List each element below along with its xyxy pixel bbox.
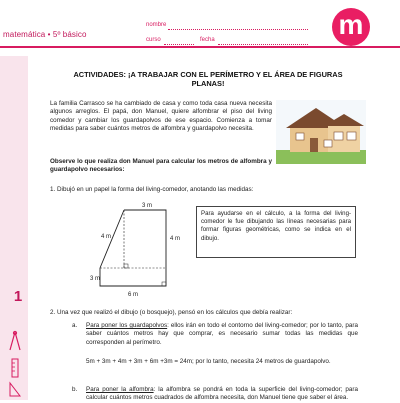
house-image xyxy=(276,100,366,164)
item-b-label: b. xyxy=(72,386,78,393)
note-box: Para ayudarse en el cálculo, a la forma del living-comedor le fue dibujando las líneas necesarias para formar figuras geométricas, como se indica en el dibujo. xyxy=(196,206,356,258)
triangle-ruler-icon xyxy=(8,380,22,398)
item-a-label: a. xyxy=(72,322,78,329)
ruler-icon xyxy=(8,358,22,378)
item-b xyxy=(86,386,358,403)
label-right: 4 m xyxy=(170,236,181,242)
item-b-heading: Para poner la alfombra xyxy=(86,386,154,393)
compass-icon xyxy=(8,330,22,352)
step-2: 2. Una vez que realizó el dibujo (o bosquejo), pensó en los cálculos que debía realizar: xyxy=(50,309,293,316)
course-field[interactable] xyxy=(164,44,194,45)
item-b-text: : la alfombra se pondrá en toda la superficie del living-comedor; para calcular cuántos metros cuadrados de alfombra necesita, don Manuel tiene que saber el área. xyxy=(86,386,358,402)
label-mid-left: 3 m xyxy=(90,276,101,282)
name-field[interactable] xyxy=(168,29,308,30)
label-slant: 4 m xyxy=(101,234,112,240)
perimeter-calculation: 5m + 3m + 4m + 3m + 6m +3m = 24m; por lo tanto, necesita 24 metros de guardapolvo. xyxy=(86,358,331,365)
subject-label: matemática • 5º básico xyxy=(3,30,87,39)
room-floor-plan xyxy=(90,196,200,308)
sidebar xyxy=(0,0,28,400)
item-a-text: : ellos irán en todo el contorno del living-comedor; por lo tanto, para saber cuántos metros hay que comprar, es necesario sumar todas las medidas que corresponden al perímetro. xyxy=(86,322,358,346)
header xyxy=(0,0,400,56)
date-label: fecha xyxy=(200,37,215,43)
step-1: 1. Dibujó en un papel la forma del living-comedor, anotando las medidas: xyxy=(50,186,254,193)
date-field[interactable] xyxy=(218,44,308,45)
name-label: nombre xyxy=(146,22,167,28)
label-top: 3 m xyxy=(142,203,153,209)
brand-logo: m xyxy=(332,8,370,46)
observe-heading: Observe lo que realiza don Manuel para calcular los metros de alfombra y guardapolvo necesarios: xyxy=(50,158,272,174)
item-a-heading: Para poner los guardapolvos xyxy=(86,322,168,329)
label-bottom: 6 m xyxy=(128,292,139,298)
item-a xyxy=(86,322,358,347)
intro-paragraph: La familia Carrasco se ha cambiado de casa y como toda casa nueva necesita algunos arreglos. El papá, don Manuel, quiere alfombrar el piso del living comedor y cambiar los guardapolvos de ese espacio. Comienza a tomar medidas para saber cuántos metros de alfombra y guardapolvo necesita. xyxy=(50,100,272,133)
page-title: ACTIVIDADES: ¡A TRABAJAR CON EL PERÍMETRO Y EL ÁREA DE FIGURAS PLANAS! xyxy=(73,70,343,88)
page-section-number: 1 xyxy=(13,288,23,305)
course-label: curso xyxy=(146,37,161,43)
header-divider xyxy=(0,46,400,48)
